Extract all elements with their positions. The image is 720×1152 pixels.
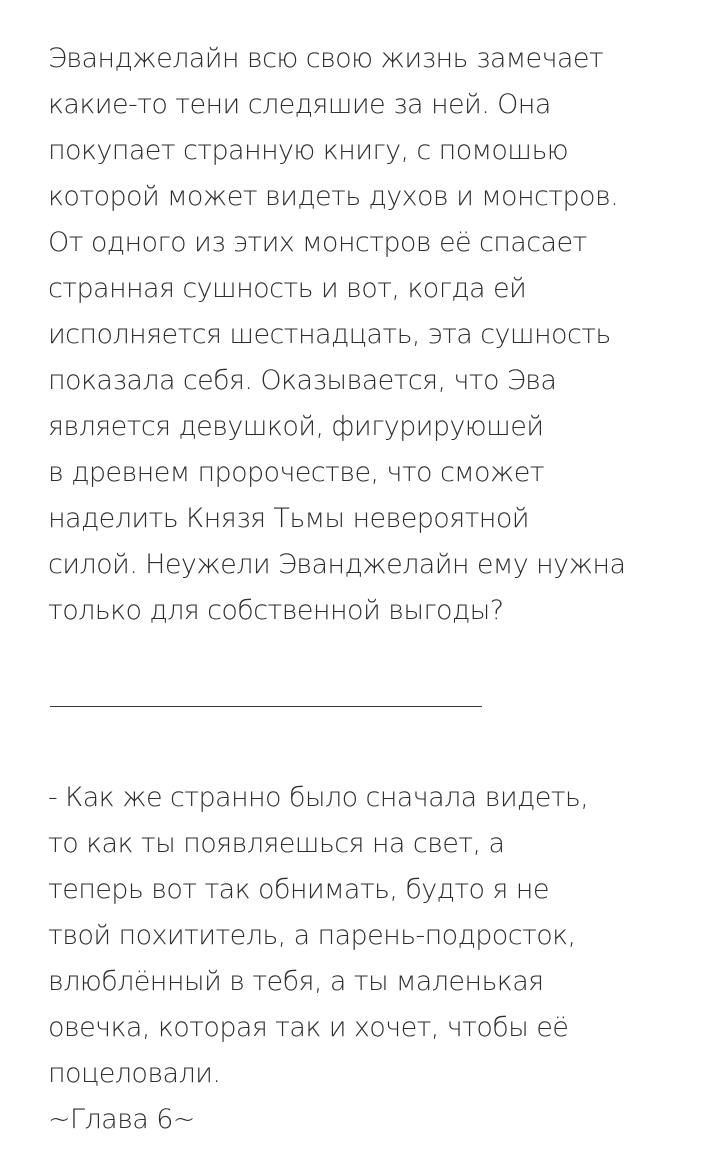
synopsis-line: показала себя. Оказывается, что Эва — [48, 365, 557, 396]
synopsis-line: От одного из этих монстров её спасает — [48, 227, 587, 258]
quote-line: - Как же странно было сначала видеть, — [48, 782, 589, 813]
quote-line: теперь вот так обнимать, будто я не — [48, 874, 549, 905]
quote-line: твой похититель, а парень-подросток, — [48, 920, 576, 951]
synopsis-line: странная сушность и вот, когда ей — [48, 273, 527, 304]
quote-line: то как ты появляешься на свет, а — [48, 828, 505, 859]
quote-text — [48, 775, 688, 1143]
section-divider — [50, 706, 482, 707]
synopsis-line: является девушкой, фигурируюшей — [48, 411, 544, 442]
synopsis-line: Эванджелайн всю свою жизнь замечает — [48, 43, 604, 74]
synopsis-line: силой. Неужели Эванджелайн ему нужна — [48, 549, 626, 580]
synopsis-line: которой может видеть духов и монстров. — [48, 181, 619, 212]
synopsis-line: наделить Князя Тьмы невероятной — [48, 503, 529, 534]
quote-line: поцеловали. — [48, 1058, 221, 1089]
synopsis-text — [48, 36, 688, 634]
quote-line: влюблённый в тебя, а ты маленькая — [48, 966, 544, 997]
quote-line: овечка, которая так и хочет, чтобы её — [48, 1012, 569, 1043]
chapter-label: ~Глава 6~ — [48, 1104, 195, 1135]
synopsis-line: какие-то тени следяшие за ней. Она — [48, 89, 551, 120]
synopsis-line: покупает странную книгу, с помошью — [48, 135, 569, 166]
synopsis-line: исполняется шестнадцать, эта сушность — [48, 319, 611, 350]
synopsis-line: в древнем пророчестве, что сможет — [48, 457, 545, 488]
synopsis-line: только для собственной выгоды? — [48, 595, 504, 626]
